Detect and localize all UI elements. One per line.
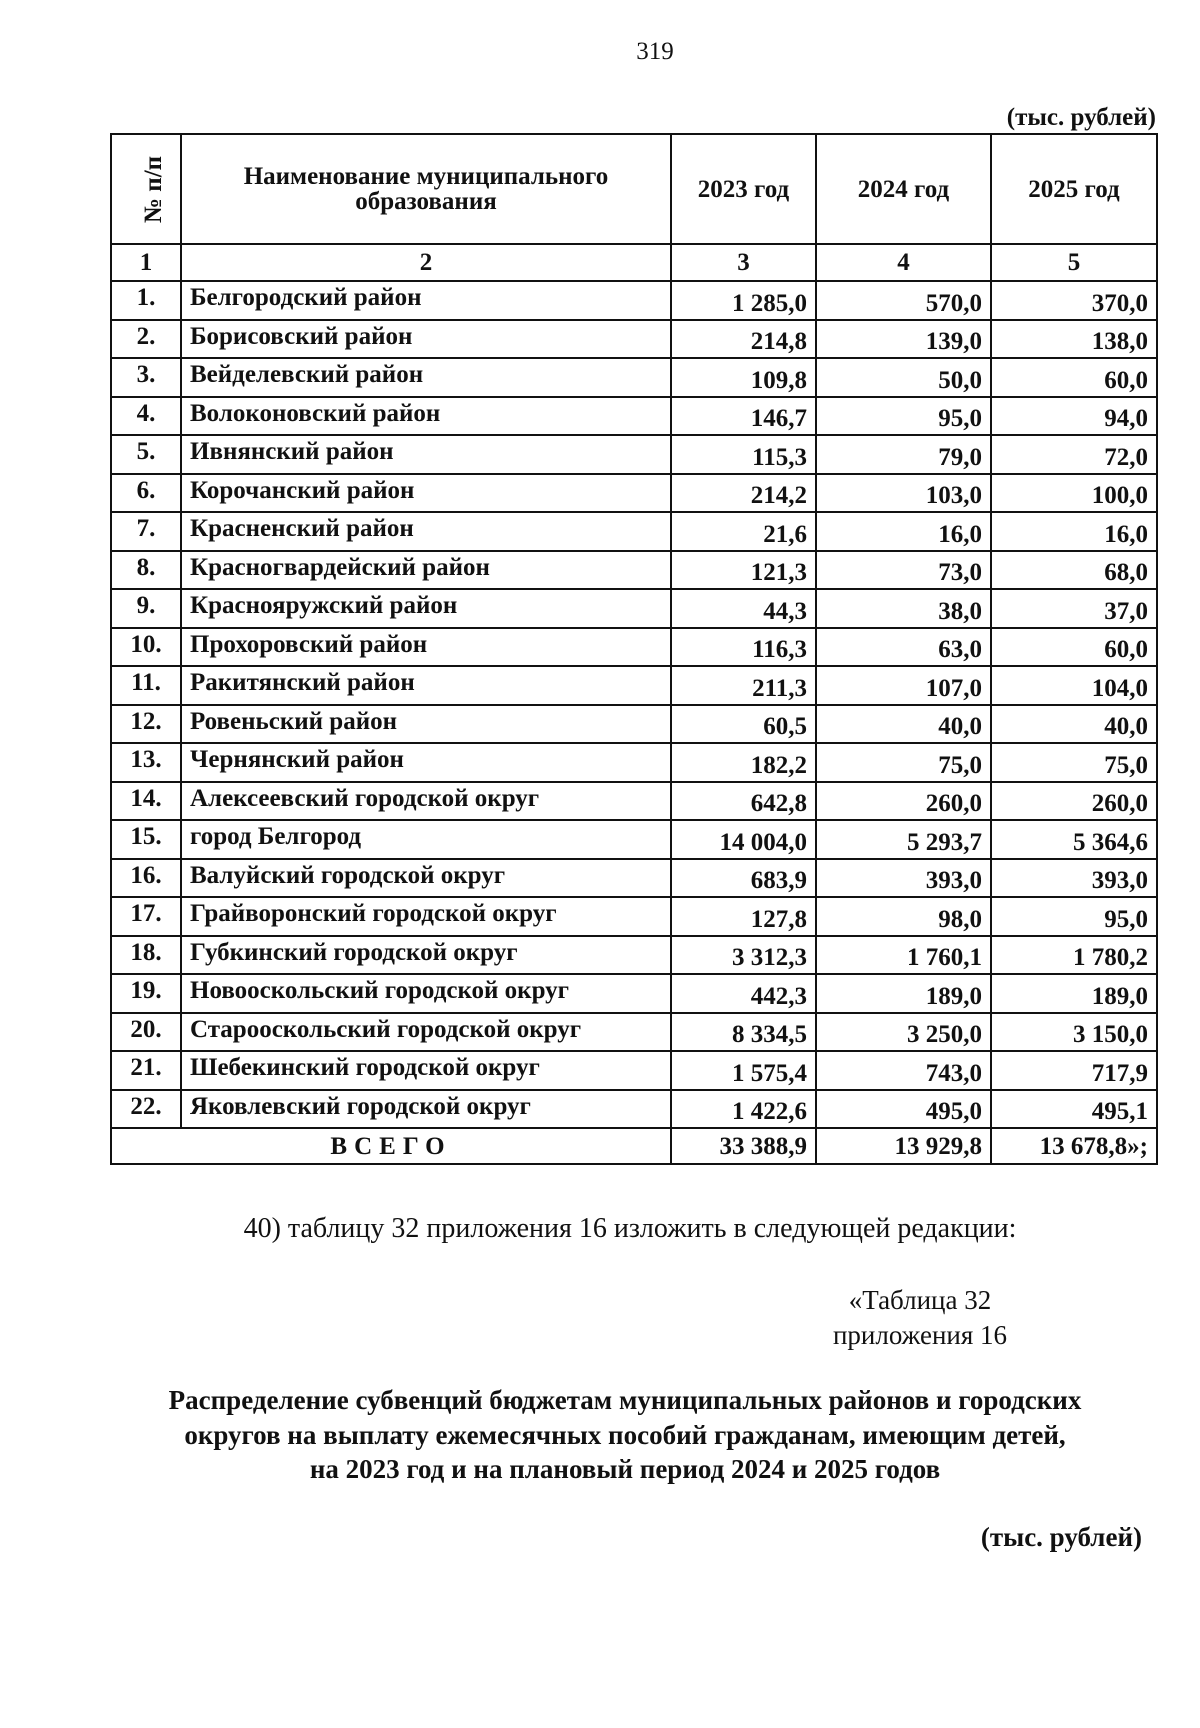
table-row <box>111 358 1157 397</box>
total-2024: 13 929,8 <box>816 1128 991 1164</box>
value-2023: 642,8 <box>671 782 816 821</box>
table-row <box>111 628 1157 667</box>
row-number: 10. <box>111 628 181 667</box>
value-2024: 38,0 <box>816 589 991 628</box>
value-2025: 5 364,6 <box>991 820 1157 859</box>
column-numbers-row <box>111 244 1157 281</box>
municipality-name: Валуйский городской округ <box>181 859 671 898</box>
value-2023: 109,8 <box>671 358 816 397</box>
table-row <box>111 512 1157 551</box>
row-number: 2. <box>111 320 181 359</box>
value-2025: 3 150,0 <box>991 1013 1157 1052</box>
value-2025: 393,0 <box>991 859 1157 898</box>
table-reference <box>820 1283 1020 1353</box>
column-number: 3 <box>671 244 816 281</box>
value-2025: 138,0 <box>991 320 1157 359</box>
total-2025: 13 678,8»; <box>991 1128 1157 1164</box>
municipality-name: Корочанский район <box>181 474 671 513</box>
value-2024: 50,0 <box>816 358 991 397</box>
value-2025: 95,0 <box>991 897 1157 936</box>
row-number: 21. <box>111 1051 181 1090</box>
table-reference-line: приложения 16 <box>832 1320 1008 1351</box>
total-label: ВСЕГО <box>111 1128 671 1164</box>
document-title-line: Распределение субвенций бюджетам муниципальных районов и городских <box>168 1385 1082 1415</box>
municipality-name: Грайворонский городской округ <box>181 897 671 936</box>
value-2023: 116,3 <box>671 628 816 667</box>
municipality-name: Краснояружский район <box>181 589 671 628</box>
row-number: 20. <box>111 1013 181 1052</box>
value-2023: 214,2 <box>671 474 816 513</box>
value-2023: 21,6 <box>671 512 816 551</box>
value-2024: 743,0 <box>816 1051 991 1090</box>
value-2025: 37,0 <box>991 589 1157 628</box>
value-2024: 40,0 <box>816 705 991 744</box>
value-2023: 683,9 <box>671 859 816 898</box>
value-2023: 121,3 <box>671 551 816 590</box>
municipality-name: Красногвардейский район <box>181 551 671 590</box>
value-2023: 14 004,0 <box>671 820 816 859</box>
table-row <box>111 666 1157 705</box>
table-body <box>111 244 1157 1128</box>
units-label-bottom: (тыс. рублей) <box>980 1522 1142 1552</box>
value-2025: 68,0 <box>991 551 1157 590</box>
value-2023: 8 334,5 <box>671 1013 816 1052</box>
value-2025: 370,0 <box>991 281 1157 320</box>
row-number: 18. <box>111 936 181 975</box>
value-2025: 72,0 <box>991 435 1157 474</box>
value-2023: 214,8 <box>671 320 816 359</box>
table-row <box>111 936 1157 975</box>
value-2023: 1 285,0 <box>671 281 816 320</box>
municipality-name: Новооскольский городской округ <box>181 974 671 1013</box>
document-title-line: на 2023 год и на плановый период 2024 и 2025 годов <box>309 1454 941 1485</box>
row-number: 17. <box>111 897 181 936</box>
value-2024: 79,0 <box>816 435 991 474</box>
municipality-name: Белгородский район <box>181 281 671 320</box>
municipality-name: Волоконовский район <box>181 397 671 436</box>
value-2024: 75,0 <box>816 743 991 782</box>
header-year-2024: 2024 год <box>816 134 991 244</box>
row-number: 9. <box>111 589 181 628</box>
table-row <box>111 859 1157 898</box>
value-2023: 127,8 <box>671 897 816 936</box>
document-title-line: округов на выплату ежемесячных пособий гражданам, имеющим детей, <box>184 1419 1066 1450</box>
row-number: 14. <box>111 782 181 821</box>
municipality-name: город Белгород <box>181 820 671 859</box>
table-header-row <box>111 134 1157 244</box>
value-2025: 100,0 <box>991 474 1157 513</box>
row-number: 5. <box>111 435 181 474</box>
table-row <box>111 551 1157 590</box>
value-2024: 1 760,1 <box>816 936 991 975</box>
value-2025: 60,0 <box>991 628 1157 667</box>
value-2025: 94,0 <box>991 397 1157 436</box>
table-row <box>111 397 1157 436</box>
row-number: 1. <box>111 281 181 320</box>
row-number: 3. <box>111 358 181 397</box>
total-2023: 33 388,9 <box>671 1128 816 1164</box>
value-2023: 44,3 <box>671 589 816 628</box>
value-2024: 3 250,0 <box>816 1013 991 1052</box>
value-2025: 189,0 <box>991 974 1157 1013</box>
row-number: 11. <box>111 666 181 705</box>
row-number: 13. <box>111 743 181 782</box>
column-number: 2 <box>181 244 671 281</box>
table-row <box>111 589 1157 628</box>
table-row <box>111 474 1157 513</box>
amendment-item-40: 40) таблицу 32 приложения 16 изложить в следующей редакции: <box>243 1213 1017 1244</box>
municipality-name: Ровеньский район <box>181 705 671 744</box>
value-2023: 115,3 <box>671 435 816 474</box>
page-number: 319 <box>636 38 674 65</box>
value-2024: 107,0 <box>816 666 991 705</box>
municipality-name: Старооскольский городской округ <box>181 1013 671 1052</box>
table-row <box>111 743 1157 782</box>
row-number: 22. <box>111 1090 181 1129</box>
value-2023: 3 312,3 <box>671 936 816 975</box>
value-2024: 393,0 <box>816 859 991 898</box>
value-2024: 103,0 <box>816 474 991 513</box>
document-title <box>110 1383 1140 1487</box>
value-2024: 260,0 <box>816 782 991 821</box>
value-2023: 1 575,4 <box>671 1051 816 1090</box>
value-2024: 63,0 <box>816 628 991 667</box>
municipality-name: Ивнянский район <box>181 435 671 474</box>
value-2024: 5 293,7 <box>816 820 991 859</box>
table-row <box>111 782 1157 821</box>
value-2025: 260,0 <box>991 782 1157 821</box>
table-row <box>111 1051 1157 1090</box>
row-number: 19. <box>111 974 181 1013</box>
table-row <box>111 435 1157 474</box>
value-2025: 75,0 <box>991 743 1157 782</box>
value-2023: 182,2 <box>671 743 816 782</box>
column-number: 5 <box>991 244 1157 281</box>
value-2025: 60,0 <box>991 358 1157 397</box>
municipality-name: Яковлевский городской округ <box>181 1090 671 1129</box>
row-number: 6. <box>111 474 181 513</box>
table-reference-line: «Таблица 32 <box>848 1285 992 1315</box>
table-row <box>111 320 1157 359</box>
municipality-name: Вейделевский район <box>181 358 671 397</box>
value-2024: 95,0 <box>816 397 991 436</box>
value-2024: 495,0 <box>816 1090 991 1129</box>
value-2024: 73,0 <box>816 551 991 590</box>
header-year-2025: 2025 год <box>991 134 1157 244</box>
value-2025: 717,9 <box>991 1051 1157 1090</box>
header-row-number-label: № п/п <box>140 155 168 223</box>
table-row <box>111 705 1157 744</box>
header-row-number <box>111 134 181 244</box>
subventions-table <box>110 133 1158 1165</box>
row-number: 12. <box>111 705 181 744</box>
value-2025: 1 780,2 <box>991 936 1157 975</box>
municipality-name: Красненский район <box>181 512 671 551</box>
value-2024: 16,0 <box>816 512 991 551</box>
table-row <box>111 1090 1157 1129</box>
table-row <box>111 820 1157 859</box>
header-year-2023: 2023 год <box>671 134 816 244</box>
units-label-top: (тыс. рублей) <box>1006 104 1156 131</box>
table-row <box>111 281 1157 320</box>
municipality-name: Алексеевский городской округ <box>181 782 671 821</box>
value-2023: 146,7 <box>671 397 816 436</box>
row-number: 7. <box>111 512 181 551</box>
column-number: 4 <box>816 244 991 281</box>
value-2024: 189,0 <box>816 974 991 1013</box>
value-2025: 104,0 <box>991 666 1157 705</box>
value-2023: 60,5 <box>671 705 816 744</box>
value-2023: 1 422,6 <box>671 1090 816 1129</box>
header-municipality-name: Наименование муниципального образования <box>181 134 671 244</box>
value-2025: 495,1 <box>991 1090 1157 1129</box>
row-number: 15. <box>111 820 181 859</box>
table-row <box>111 897 1157 936</box>
municipality-name: Прохоровский район <box>181 628 671 667</box>
municipality-name: Ракитянский район <box>181 666 671 705</box>
value-2024: 139,0 <box>816 320 991 359</box>
value-2024: 570,0 <box>816 281 991 320</box>
column-number: 1 <box>111 244 181 281</box>
value-2023: 211,3 <box>671 666 816 705</box>
value-2024: 98,0 <box>816 897 991 936</box>
row-number: 16. <box>111 859 181 898</box>
municipality-name: Борисовский район <box>181 320 671 359</box>
value-2023: 442,3 <box>671 974 816 1013</box>
municipality-name: Губкинский городской округ <box>181 936 671 975</box>
table-row <box>111 1013 1157 1052</box>
row-number: 8. <box>111 551 181 590</box>
municipality-name: Шебекинский городской округ <box>181 1051 671 1090</box>
value-2025: 16,0 <box>991 512 1157 551</box>
total-row <box>111 1128 1157 1164</box>
municipality-name: Чернянский район <box>181 743 671 782</box>
value-2025: 40,0 <box>991 705 1157 744</box>
table-row <box>111 974 1157 1013</box>
row-number: 4. <box>111 397 181 436</box>
